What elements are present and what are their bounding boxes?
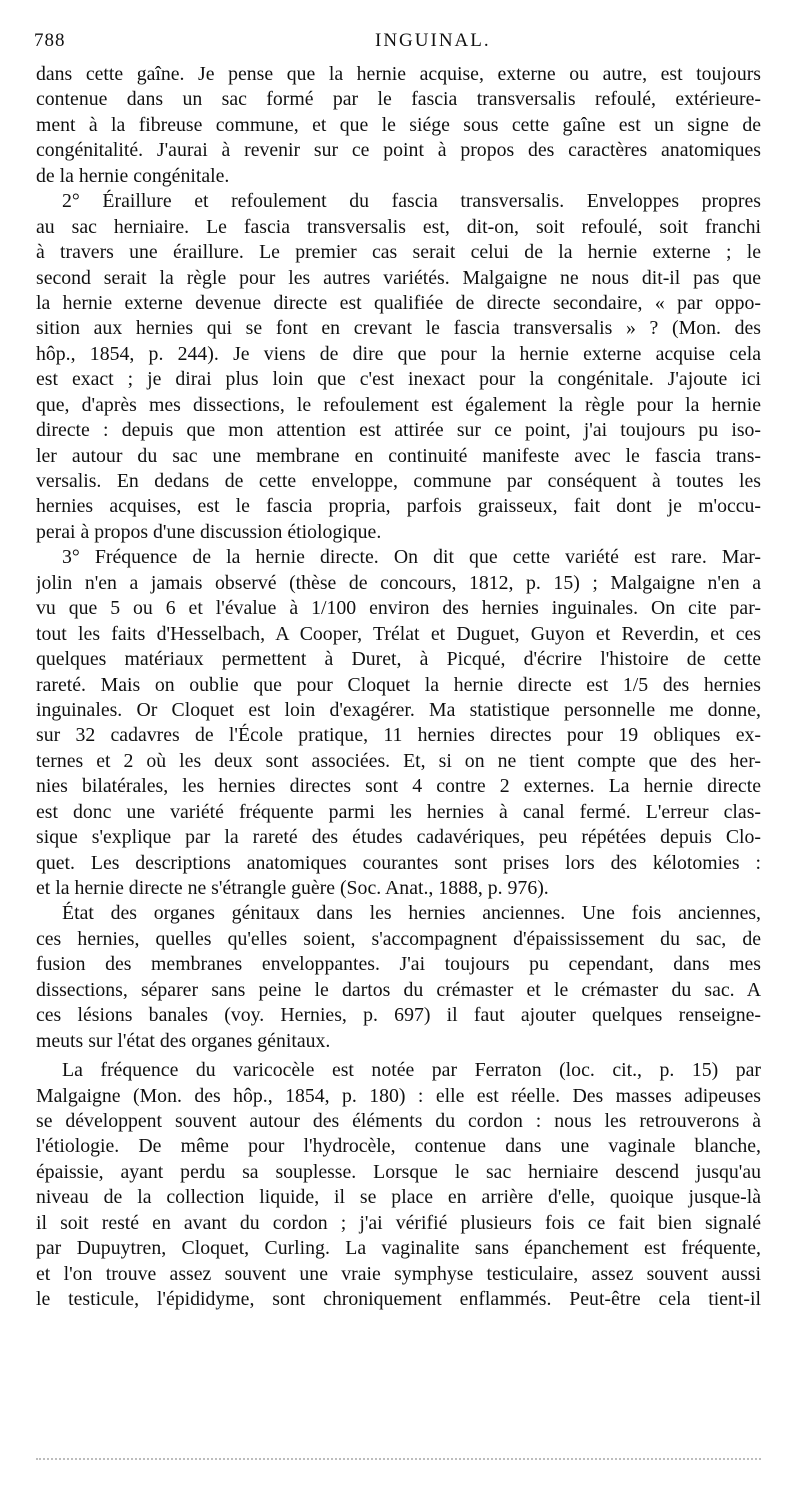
text-line: hernies acquises, est le fascia propria, parfois graisseux, fait dont je m'occu- [36, 495, 761, 518]
text-line: la hernie externe devenue directe est qualifiée de directe secondaire, « par oppo- [36, 291, 761, 314]
text-line: quelques matériaux permettent à Duret, à Picqué, d'écrire l'histoire de cette [36, 648, 761, 671]
text-line: 2° Éraillure et refoulement du fascia transversalis. Enveloppes propres [62, 190, 761, 213]
text-line: jolin n'en a jamais observé (thèse de concours, 1812, p. 15) ; Malgaigne n'en a [36, 571, 761, 594]
text-line: ces hernies, quelles qu'elles soient, s'accompagnent d'épaississement du sac, de [36, 927, 761, 950]
text-line: au sac herniaire. Le fascia transversalis est, dit-on, soit refoulé, soit franchi [36, 215, 761, 238]
text-line: fusion des membranes enveloppantes. J'ai toujours pu cependant, dans mes [36, 953, 761, 976]
text-line: ment à la fibreuse commune, et que le siége sous cette gaîne est un signe de [36, 113, 761, 136]
text-line: Malgaigne (Mon. des hôp., 1854, p. 180) : elle est réelle. Des masses adipeuses [36, 1084, 761, 1107]
text-line: et la hernie directe ne s'étrangle guère (Soc. Anat., 1888, p. 976). [36, 877, 549, 899]
text-line: perai à propos d'une discussion étiologique. [36, 520, 382, 543]
text-line: dans cette gaîne. Je pense que la hernie acquise, externe ou autre, est toujours [36, 63, 761, 85]
text-line: se développent souvent autour des éléments du cordon : nous les retrouverons à [36, 1109, 761, 1132]
text-line: contenue dans un sac formé par le fascia transversalis refoulé, extérieure- [36, 88, 761, 111]
text-line: inguinales. Or Cloquet est loin d'exagérer. Ma statistique personnelle me donne, [36, 698, 761, 721]
page-number: 788 [34, 30, 66, 51]
running-title: INGUINAL. [375, 30, 491, 51]
text-line: par Dupuytren, Cloquet, Curling. La vaginalite sans épanchement est fréquente, [36, 1237, 761, 1260]
page-header [34, 30, 764, 58]
text-line: meuts sur l'état des organes génitaux. [36, 1029, 331, 1052]
text-line: second serait la règle pour les autres variétés. Malgaigne ne nous dit-il pas que [36, 266, 761, 289]
text-line: le testicule, l'épididyme, sont chroniquement enflammés. Peut-être cela tient-il [36, 1288, 761, 1310]
text-line: nies bilatérales, les hernies directes sont 4 contre 2 externes. La hernie directe [36, 775, 761, 798]
text-line: ternes et 2 où les deux sont associées. Et, si on ne tient compte que des her- [36, 749, 761, 772]
text-line: sique s'explique par la rareté des études cadavériques, peu répétées depuis Clo- [36, 826, 761, 849]
text-line: État des organes génitaux dans les hernies anciennes. Une fois anciennes, [62, 902, 761, 925]
text-line: l'étiologie. De même pour l'hydrocèle, contenue dans une vaginale blanche, [36, 1135, 761, 1158]
body-text [36, 62, 761, 1312]
text-line: il soit resté en avant du cordon ; j'ai vérifié plusieurs fois ce fait bien signalé [36, 1211, 761, 1234]
text-line: La fréquence du varicocèle est notée par Ferraton (loc. cit., p. 15) par [62, 1059, 761, 1082]
text-line: de la hernie congénitale. [36, 164, 230, 187]
text-line: vu que 5 ou 6 et l'évalue à 1/100 environ des hernies inguinales. On cite par- [36, 597, 761, 620]
text-line: est exact ; je dirai plus loin que c'est inexact pour la congénitale. J'ajoute ici [36, 368, 761, 391]
text-line: à travers une éraillure. Le premier cas serait celui de la hernie externe ; le [36, 241, 761, 264]
bottom-rule [36, 1458, 761, 1460]
text-line: que, d'après mes dissections, le refoulement est également la règle pour la hernie [36, 393, 761, 416]
text-line: directe : depuis que mon attention est attirée sur ce point, j'ai toujours pu iso- [36, 419, 761, 442]
text-line: ces lésions banales (voy. Hernies, p. 697) il faut ajouter quelques renseigne- [36, 1004, 761, 1027]
text-line: sur 32 cadavres de l'École pratique, 11 hernies directes pour 19 obliques ex- [36, 724, 761, 747]
text-line: niveau de la collection liquide, il se place en arrière d'elle, quoique jusque-là [36, 1186, 761, 1209]
text-line: et l'on trouve assez souvent une vraie symphyse testiculaire, assez souvent aussi [36, 1262, 761, 1285]
text-line: est donc une variété fréquente parmi les hernies à canal fermé. L'erreur clas- [36, 800, 761, 823]
text-line: tout les faits d'Hesselbach, A Cooper, Trélat et Duguet, Guyon et Reverdin, et ces [36, 622, 761, 645]
text-line: congénitalité. J'aurai à revenir sur ce point à propos des caractères anatomiques [36, 139, 761, 162]
text-line: rareté. Mais on oublie que pour Cloquet la hernie directe est 1/5 des hernies [36, 673, 761, 696]
text-line: versalis. En dedans de cette enveloppe, commune par conséquent à toutes les [36, 470, 761, 492]
text-line: quet. Les descriptions anatomiques courantes sont prises lors des kélotomies : [36, 851, 761, 874]
text-line: hôp., 1854, p. 244). Je viens de dire que pour la hernie externe acquise cela [36, 342, 761, 365]
text-line: ler autour du sac une membrane en continuité manifeste avec le fascia trans- [36, 444, 761, 467]
text-line: épaissie, ayant perdu sa souplesse. Lorsque le sac herniaire descend jusqu'au [36, 1160, 761, 1183]
text-line: dissections, séparer sans peine le dartos du crémaster et le crémaster du sac. A [36, 978, 761, 1001]
text-line: sition aux hernies qui se font en crevant le fascia transversalis » ? (Mon. des [36, 317, 761, 340]
text-line: 3° Fréquence de la hernie directe. On dit que cette variété est rare. Mar- [62, 546, 761, 569]
